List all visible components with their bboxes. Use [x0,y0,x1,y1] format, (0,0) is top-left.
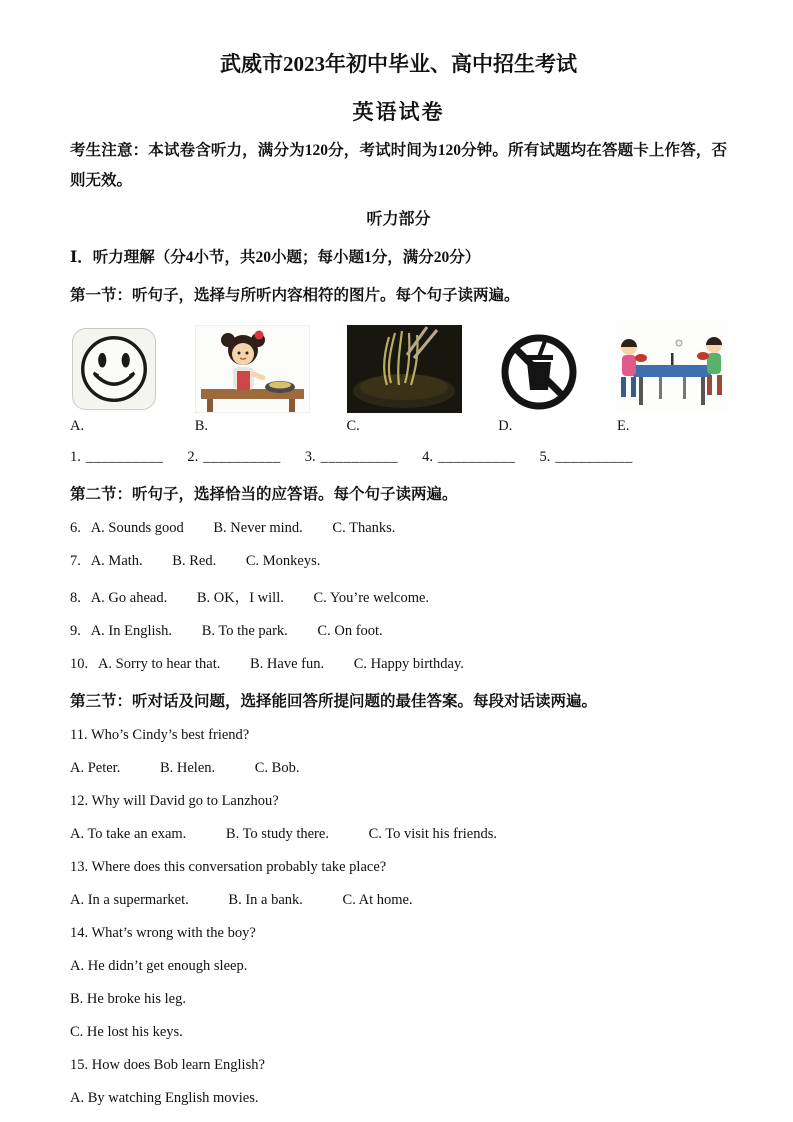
option-b: B. Helen. [159,760,216,777]
picture-option-e [617,321,727,435]
answer-blank-1 [70,449,163,466]
option-b: B. Have fun. [250,656,325,673]
section3-instruction: 第三节：听对话及问题，选择能回答所提问题的最佳答案。每段对话读两遍。 [70,693,598,711]
option-a: A. Sounds good [90,520,184,537]
blank-number: 4. [422,449,433,466]
blank-line: __________ [555,449,633,466]
table-tennis-image [617,321,727,413]
listening-question-11: 11. Who’s Cindy’s best friend? [70,727,250,744]
question-14-option-a: A. He didn’t get enough sleep. [70,958,248,975]
answer-blank-5 [540,449,633,466]
option-a: A. Sorry to hear that. [97,656,221,673]
question-14-option-c: C. He lost his keys. [70,1024,183,1041]
listening-question-12: 12. Why will David go to Lanzhou? [70,793,279,810]
answer-blank-2 [187,449,280,466]
blank-line: __________ [320,449,399,466]
question-11-options [70,760,727,777]
blank-number: 3. [304,449,316,466]
picture-option-c [347,325,462,435]
listening-comprehension-heading: Ⅰ．听力理解（分4小节，共20小题；每小题1分，满分20分） [70,249,481,267]
option-c: C. Thanks. [332,520,396,537]
section1-instruction: 第一节：听句子，选择与所听内容相符的图片。每个句子读两遍。 [70,287,520,305]
question-number: 6. [70,520,81,537]
section2-instruction: 第二节：听句子，选择恰当的应答语。每个句子读两遍。 [70,486,458,504]
listening-question-13: 13. Where does this conversation probably take place? [70,859,387,876]
answer-blank-3 [305,449,398,466]
blank-number: 5. [539,449,551,466]
exam-subtitle: 英语试卷 [352,100,445,124]
blank-number: 2. [187,449,199,466]
option-c: C. You’re welcome. [313,590,430,607]
answer-blank-4 [422,449,515,466]
blank-line: __________ [438,449,516,466]
option-b: B. To the park. [201,623,288,640]
picture-options-row [70,321,727,435]
picture-option-a [70,327,158,435]
smiley-face-image [70,327,158,413]
question-12-options [70,826,727,843]
option-b: B. To study there. [225,826,329,843]
option-b: B. OK，I will. [196,590,284,607]
picture-option-b [195,325,310,435]
candidate-notice: 考生注意：本试卷含听力，满分为120分，考试时间为120分钟。所有试题均在答题卡上作答，否则无效。 [70,142,727,190]
picture-label-c: C. [346,418,360,435]
option-b: B. Never mind. [213,520,303,537]
no-drinks-sign-image [498,331,580,413]
picture-label-a: A. [70,418,85,435]
blank-line: __________ [85,449,164,466]
question-15-option-a: A. By watching English movies. [70,1090,259,1107]
option-a: A. Peter. [70,760,121,777]
option-b: B. In a bank. [228,892,303,909]
option-c: C. Bob. [254,760,300,777]
option-a: A. Go ahead. [90,590,168,607]
option-b: B. Red. [172,553,217,570]
answer-blanks-row [70,449,727,466]
picture-option-d [498,331,580,435]
option-c: C. Monkeys. [245,553,321,570]
picture-label-b: B. [194,418,209,435]
listening-question-10 [70,656,727,673]
option-c: C. To visit his friends. [368,826,497,843]
listening-question-15: 15. How does Bob learn English? [70,1057,265,1074]
listening-question-6 [70,520,727,537]
option-a: A. Math. [90,553,143,570]
question-number: 7. [70,553,81,570]
listening-question-14: 14. What’s wrong with the boy? [70,925,256,942]
question-number: 9. [70,623,81,640]
option-a: A. In a supermarket. [70,892,189,909]
question-number: 10. [70,656,89,673]
picture-label-e: E. [617,418,630,435]
noodle-dish-image [347,325,462,413]
exam-title: 武威市2023年初中毕业、高中招生考试 [220,52,577,76]
option-c: C. At home. [342,892,413,909]
picture-label-d: D. [498,418,513,435]
option-a: A. To take an exam. [70,826,187,843]
listening-question-7 [70,553,727,570]
listening-part-title: 听力部分 [366,211,431,229]
option-a: A. In English. [90,623,173,640]
listening-question-8 [70,586,727,607]
question-13-options [70,892,727,909]
girl-cooking-image [195,325,310,413]
blank-line: __________ [203,449,281,466]
option-c: C. Happy birthday. [353,656,464,673]
listening-question-9 [70,623,727,640]
question-14-option-b: B. He broke his leg. [70,991,186,1008]
blank-number: 1. [70,449,81,466]
question-number: 8. [70,590,81,607]
option-c: C. On foot. [317,623,383,640]
